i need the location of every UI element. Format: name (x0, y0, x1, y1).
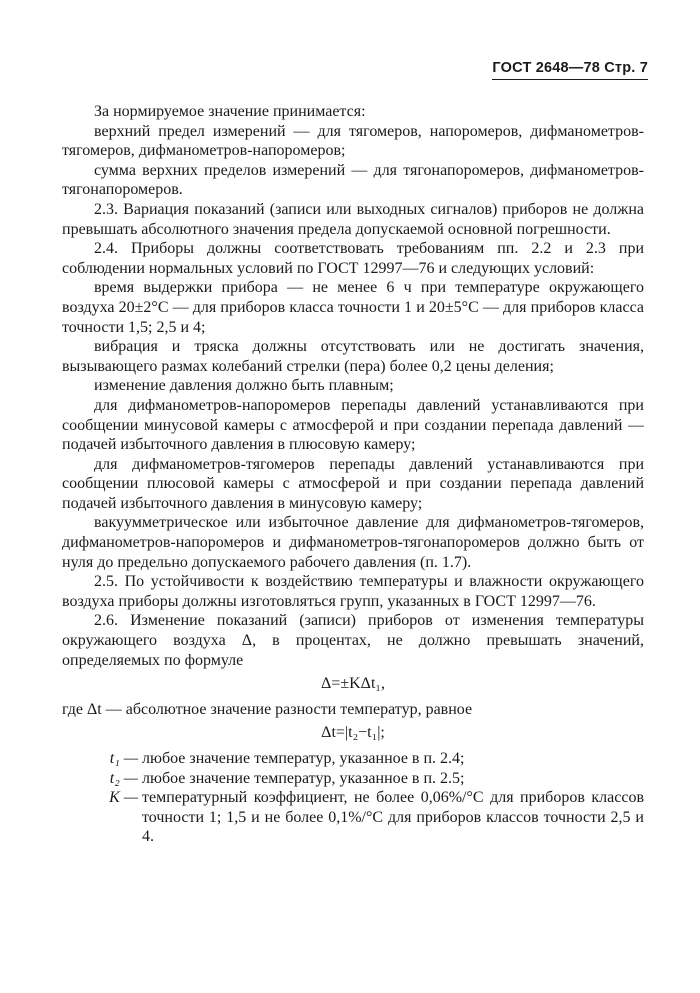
paragraph-vacuum-pressure: вакуумметрическое или избыточное давление для дифманометров-тягомеров, дифманометров-напоромеров и дифманометров-тягонапоромеров должно быть от нуля до предельно допускаемого рабочего давления (п. 1.7). (62, 514, 644, 571)
paragraph-pressure-change: изменение давления должно быть плавным; (94, 377, 394, 395)
formula-delta: Δ=±KΔt₁, (321, 675, 385, 693)
definition-text: температурный коэффициент, не более 0,06%/°С для приборов классов точности 1; 1,5 и не более 0,1%/°С для приборов классов точности 2,5 и 4. (142, 789, 644, 846)
definition-text: любое значение температур, указанное в п. 2.4; (142, 750, 465, 767)
definition-list (62, 749, 644, 847)
paragraph-intro: За нормируемое значение принимается: (94, 103, 366, 120)
paragraph-upper-limit: верхний предел измерений — для тягомеров, напоромеров, дифманометров-тягомеров, дифманометров-напоромеров; (62, 122, 644, 160)
definition-text: любое значение температур, указанное в п. 2.5; (142, 769, 465, 787)
page-header: ГОСТ 2648—78 Стр. 7 (492, 60, 648, 80)
definition-k (62, 788, 644, 847)
paragraph-2-6: 2.6. Изменение показаний (записи) приборов от изменения температуры окружающего воздуха Δ, в процентах, не должно превышать значений, определяемых по формуле (62, 612, 644, 669)
paragraph-hold-time: время выдержки прибора — не менее 6 ч при температуре окружающего воздуха 20±2°С — для приборов класса точности 1 и 20±5°С — для приборов класса точности 1,5; 2,5 и 4; (62, 279, 644, 336)
document-body (62, 102, 644, 847)
definition-symbol: K — (109, 789, 138, 807)
formula-delta-t: Δt=|t₂−t₁|; (321, 724, 385, 742)
paragraph-2-3: 2.3. Вариация показаний (записи или выходных сигналов) приборов не должна превышать абсолютного значения предела допускаемой основной погрешности. (62, 200, 644, 238)
definition-t1 (62, 749, 644, 769)
paragraph-sum-limits: сумма верхних пределов измерений — для тягонапоромеров, дифманометров-тягонапоромеров. (62, 161, 644, 199)
paragraph-diff-draft-meters: для дифманометров-тягомеров перепады давлений устанавливаются при сообщении плюсовой камеры с атмосферой и при создании перепада давлений подачей избыточного давления в минусовую камеру; (62, 455, 644, 512)
where-line: где Δt — абсолютное значение разности температур, равное (62, 700, 473, 718)
definition-symbol: t₁ — (109, 750, 138, 767)
definition-symbol: t₂ — (109, 769, 138, 787)
paragraph-diff-pressure-meters: для дифманометров-напоромеров перепады давлений устанавливаются при сообщении минусовой камеры с атмосферой и при создании перепада давлений — подачей избыточного давления в плюсовую камеру; (62, 396, 644, 454)
paragraph-2-5: 2.5. По устойчивости к воздействию температуры и влажности окружающего воздуха приборы должны изготовляться групп, указанных в ГОСТ 12997—76. (62, 573, 644, 610)
paragraph-2-4: 2.4. Приборы должны соответствовать требованиям пп. 2.2 и 2.3 при соблюдении нормальных условий по ГОСТ 12997—76 и следующих условий: (62, 240, 644, 277)
definition-t2 (62, 769, 644, 789)
paragraph-vibration: вибрация и тряска должны отсутствовать или не достигать значения, вызывающего размах колебаний стрелки (пера) более 0,2 цены деления; (62, 338, 644, 375)
